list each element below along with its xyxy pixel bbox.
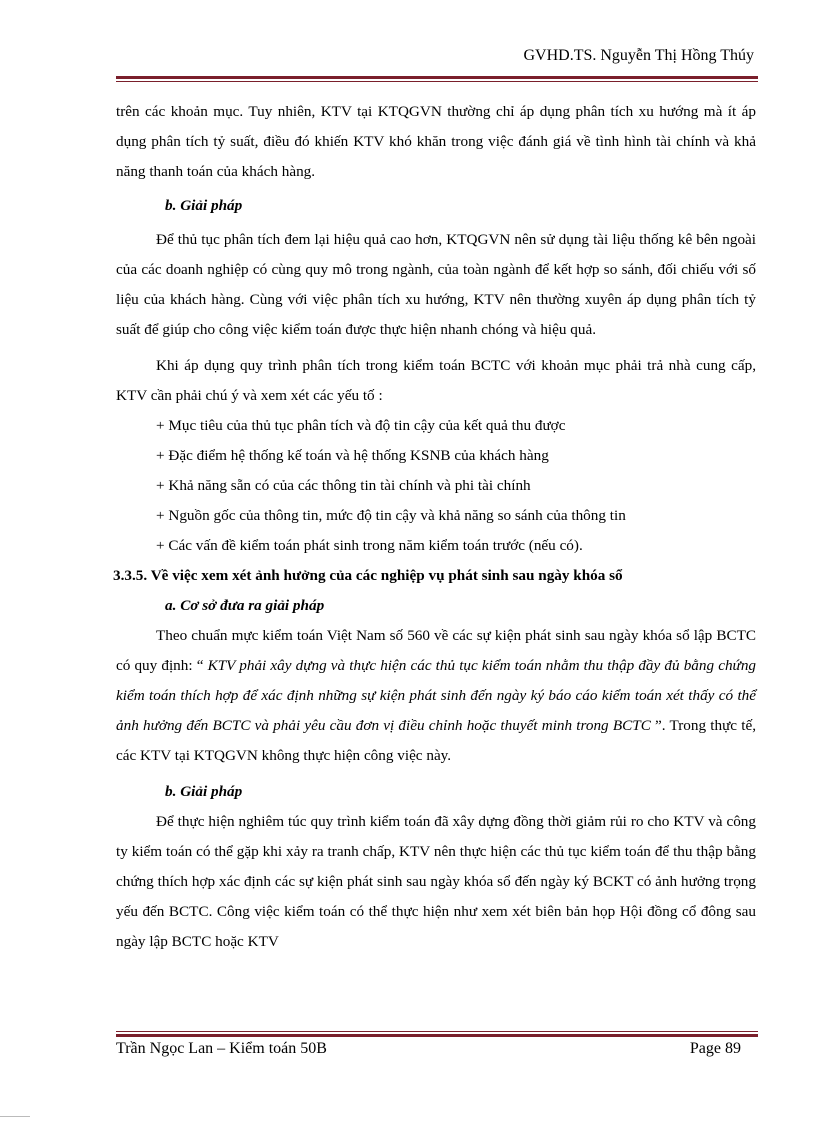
subheading-solution-2: b. Giải pháp [165,783,243,800]
header-rule-thin [116,81,758,82]
footer-rule-thick [116,1034,758,1037]
header-rule-thick [116,76,758,79]
subheading-solution-1: b. Giải pháp [165,197,243,214]
list-item: + Khả năng sẵn có của các thông tin tài chính và phi tài chính [156,477,531,494]
page-header: GVHD.TS. Nguyễn Thị Hồng Thúy [523,47,754,64]
list-item: + Các vấn đề kiểm toán phát sinh trong năm kiểm toán trước (nếu có). [156,537,583,554]
footer-rule-thin [116,1031,758,1032]
subheading-basis: a. Cơ sở đưa ra giải pháp [165,597,325,614]
list-item: + Mục tiêu của thủ tục phân tích và độ tin cậy của kết quả thu được [156,417,566,434]
paragraph-1: trên các khoản mục. Tuy nhiên, KTV tại KTQGVN thường chỉ áp dụng phân tích xu hướng mà ít áp dụng phân tích tỷ suất, điều đó khiến KTV khó khăn trong việc đánh giá về tình hình tài chính và khả năng thanh toán của khách hàng. [116,103,756,180]
page-number: Page 89 [689,1040,741,1057]
paragraph-4-start: Theo chuẩn mực kiểm toán Việt Nam số 560 về các sự kiện phát sinh sau ngày khóa sổ lập BCTC có quy định: “ [116,627,756,674]
section-heading-335: 3.3.5. Về việc xem xét ảnh hưởng của các nghiệp vụ phát sinh sau ngày khóa sổ [113,567,623,584]
standard-quote: KTV phải xây dựng và thực hiện các thủ tục kiểm toán nhằm thu thập đầy đủ bằng chứng kiểm toán thích hợp để xác định những sự kiện phát sinh đến ngày ký báo cáo kiểm toán xét thấy có thể ảnh hưởng đến BCTC và phải yêu cầu đơn vị điều chỉnh hoặc thuyết minh trong BCTC [116,657,757,734]
paragraph-2: Để thủ tục phân tích đem lại hiệu quả cao hơn, KTQGVN nên sử dụng tài liệu thống kê bên ngoài của các doanh nghiệp có cùng quy mô trong ngành, của toàn ngành để kết hợp so sánh, đối chiếu với số liệu của khách hàng. Cùng với việc phân tích xu hướng, KTV nên thường xuyên áp dụng phân tích tỷ suất để giúp cho công việc kiểm toán được thực hiện nhanh chóng và hiệu quả. [116,231,756,338]
paragraph-3: Khi áp dụng quy trình phân tích trong kiểm toán BCTC với khoản mục phải trả nhà cung cấp, KTV cần phải chú ý và xem xét các yếu tố : [116,357,756,404]
list-item: + Nguồn gốc của thông tin, mức độ tin cậy và khả năng so sánh của thông tin [156,507,626,524]
paragraph-4 [116,621,756,771]
paragraph-5: Để thực hiện nghiêm túc quy trình kiểm toán đã xây dựng đồng thời giảm rủi ro cho KTV và công ty kiểm toán có thể gặp khi xảy ra tranh chấp, KTV nên thực hiện các thủ tục kiểm toán để thu thập bằng chứng thích hợp xác định các sự kiện phát sinh sau ngày khóa sổ đến ngày ký BCKT có ảnh hưởng trọng yếu đến BCTC. Công việc kiểm toán có thể thực hiện như xem xét biên bản họp Hội đồng cổ đông sau ngày lập BCTC hoặc KTV [116,813,756,950]
footer-author: Trần Ngọc Lan – Kiểm toán 50B [116,1040,327,1057]
factor-list [116,411,756,561]
document-body [113,97,757,957]
list-item: + Đặc điểm hệ thống kế toán và hệ thống KSNB của khách hàng [156,447,549,464]
corner-mark [0,1116,30,1117]
paragraph-4-end: ”. Trong thực tế, các KTV tại KTQGVN không thực hiện công việc này. [116,717,757,764]
